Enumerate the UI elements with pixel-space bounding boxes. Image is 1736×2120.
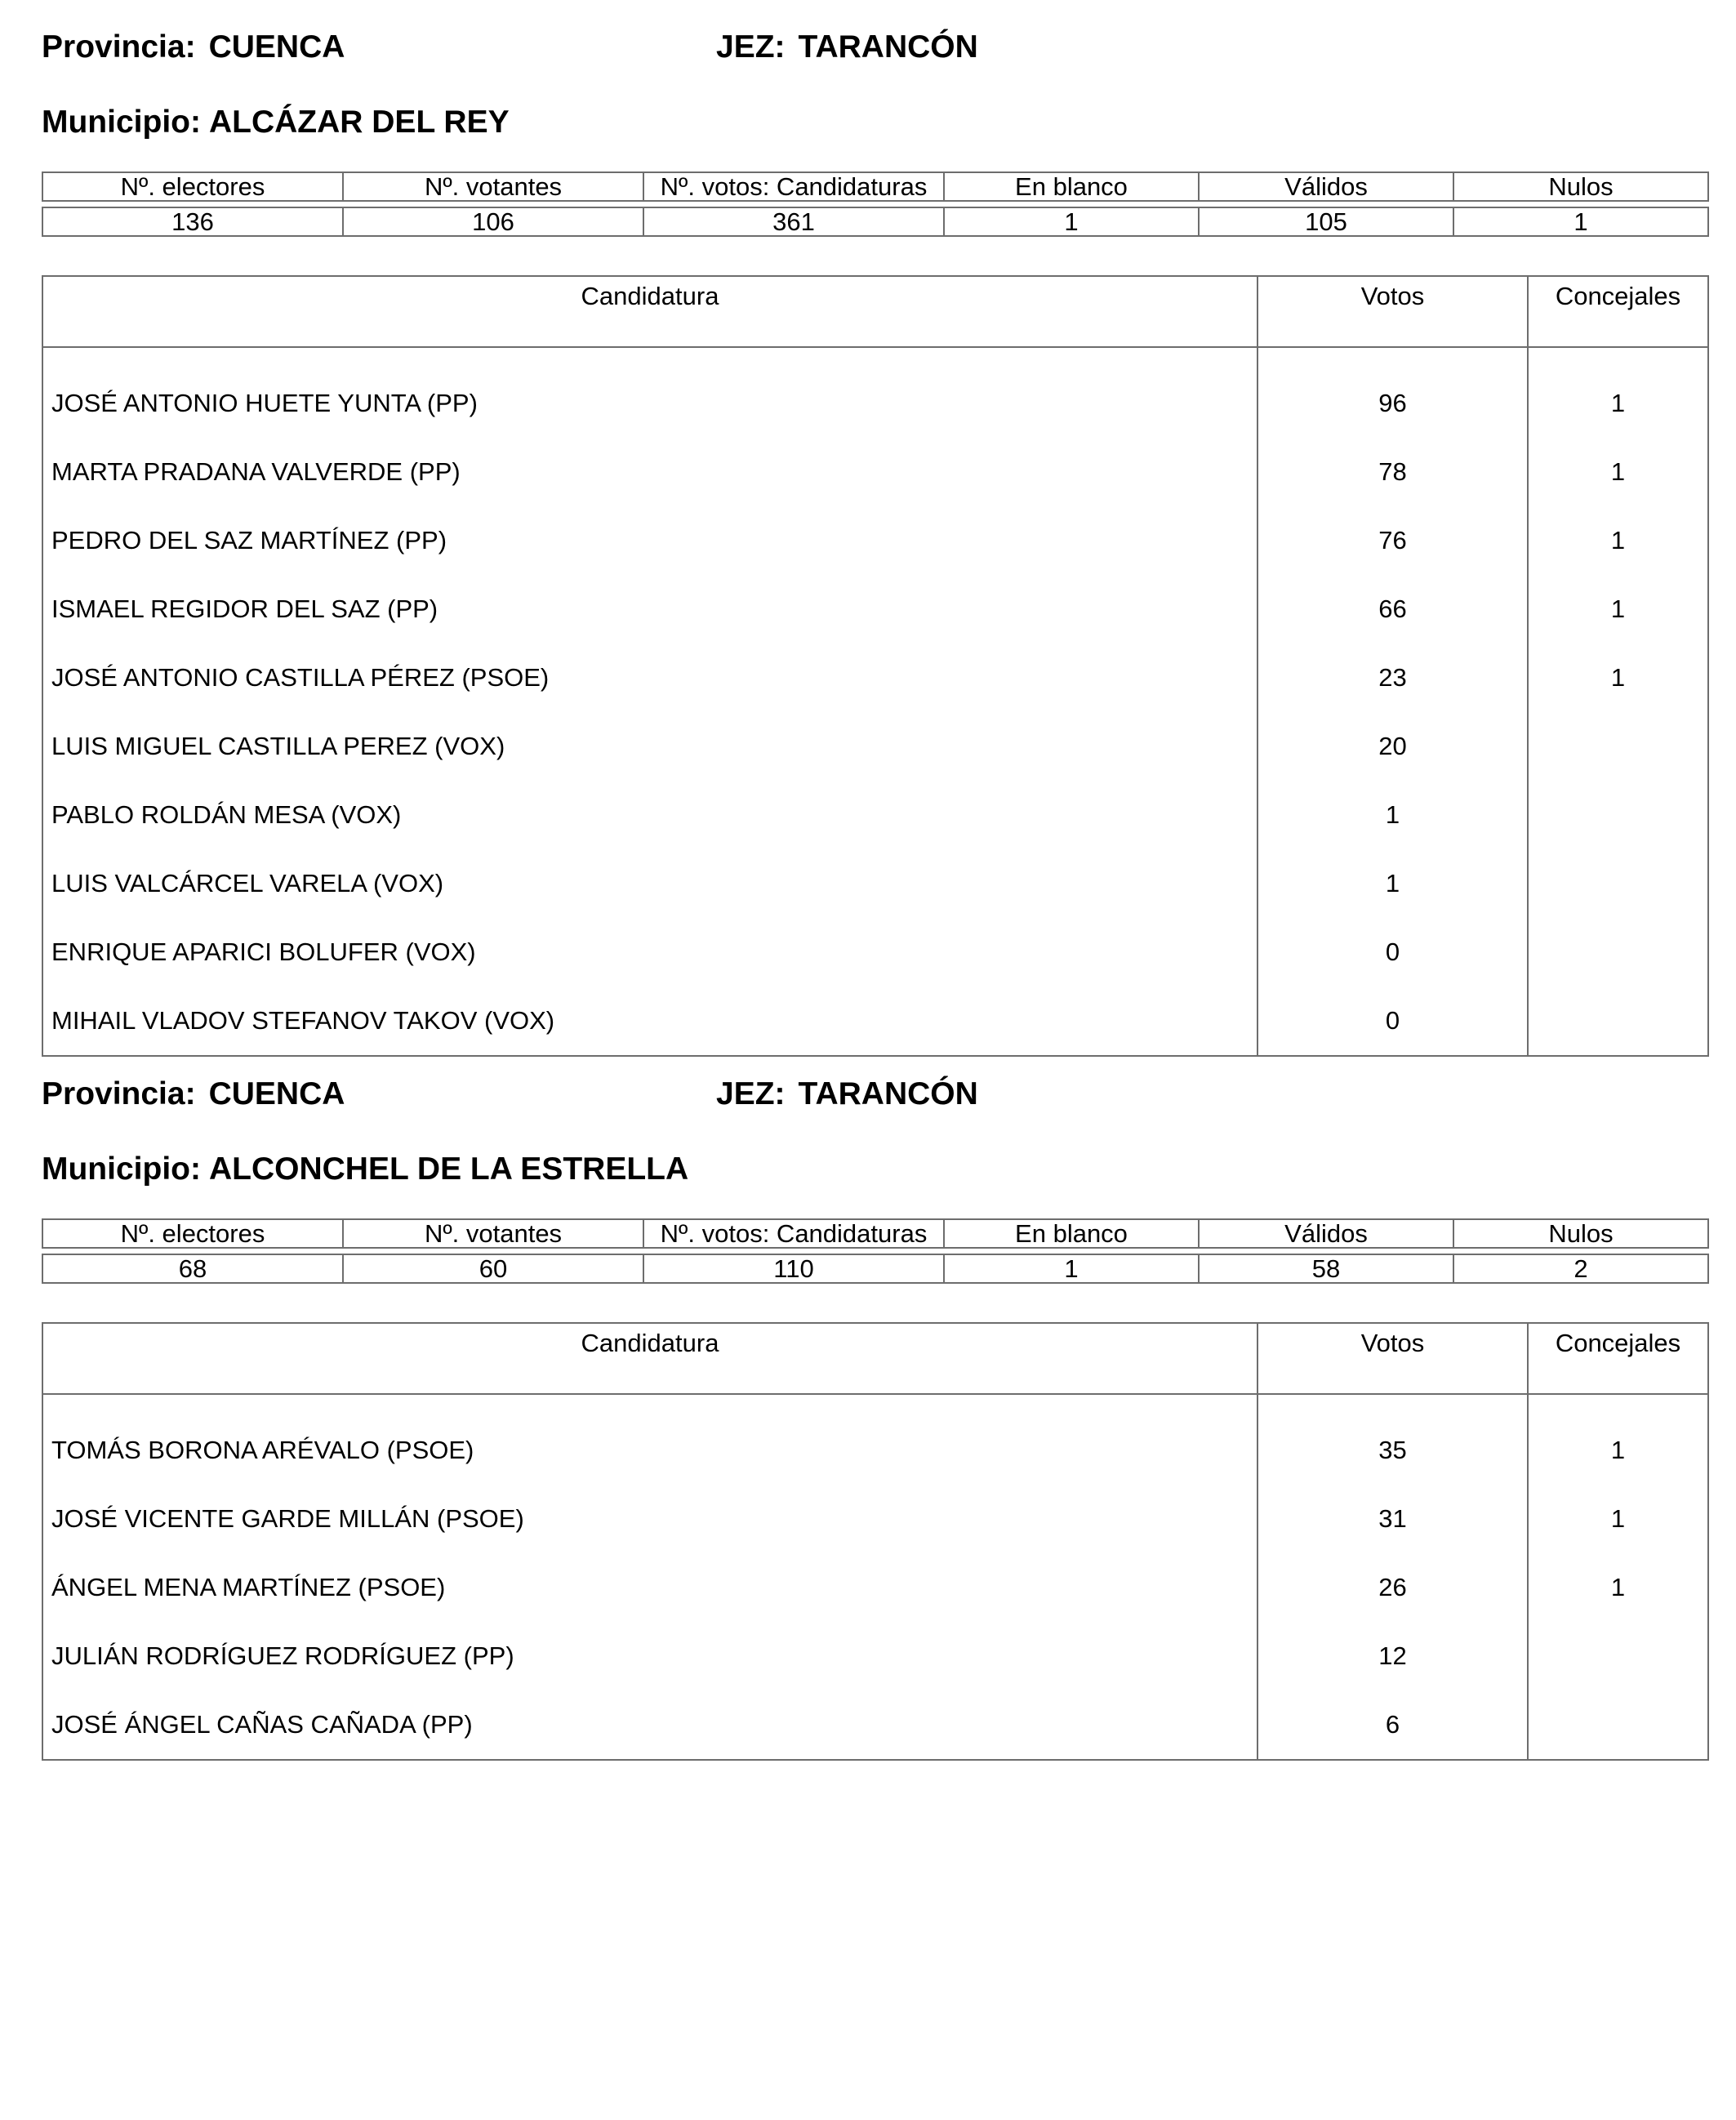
candidate-name: JOSÉ ÁNGEL CAÑAS CAÑADA (PP) [42, 1690, 1257, 1760]
provincia-value: CUENCA [208, 29, 345, 65]
candidate-votos: 20 [1257, 712, 1528, 781]
candidate-row [42, 575, 1708, 644]
candidate-row [42, 781, 1708, 849]
candidate-name: JOSÉ ANTONIO HUETE YUNTA (PP) [42, 347, 1257, 438]
header-line [42, 23, 1707, 72]
candidate-row [42, 1622, 1708, 1690]
summary-header-row [42, 172, 1708, 201]
candidate-row [42, 1553, 1708, 1622]
candidate-votos: 31 [1257, 1485, 1528, 1553]
candidate-concejales [1528, 849, 1708, 918]
candidate-concejales [1528, 1622, 1708, 1690]
candidate-votos: 12 [1257, 1622, 1528, 1690]
summary-header-cell: Nº. votos: Candidaturas [643, 172, 944, 201]
candidate-votos: 35 [1257, 1394, 1528, 1485]
municipio-section [42, 1070, 1707, 1761]
candidate-name: PEDRO DEL SAZ MARTÍNEZ (PP) [42, 506, 1257, 575]
provincia-value: CUENCA [208, 1076, 345, 1111]
header-line [42, 1070, 1707, 1119]
municipio-line [42, 98, 1707, 147]
candidate-concejales: 1 [1528, 1553, 1708, 1622]
candidate-votos: 78 [1257, 438, 1528, 506]
candidate-row [42, 438, 1708, 506]
provincia-field [42, 1070, 345, 1119]
candidate-row [42, 644, 1708, 712]
summary-value-cell: 136 [42, 207, 343, 236]
candidate-concejales: 1 [1528, 438, 1708, 506]
candidate-concejales: 1 [1528, 575, 1708, 644]
summary-value-cell: 68 [42, 1254, 343, 1283]
summary-header-row [42, 1219, 1708, 1248]
concejales-header: Concejales [1528, 1323, 1708, 1394]
candidate-votos: 76 [1257, 506, 1528, 575]
jez-label: JEZ: [716, 29, 786, 65]
candidates-header-row [42, 276, 1708, 347]
candidate-row [42, 987, 1708, 1056]
candidate-row [42, 1485, 1708, 1553]
candidate-votos: 26 [1257, 1553, 1528, 1622]
jez-label: JEZ: [716, 1076, 786, 1111]
candidate-concejales [1528, 918, 1708, 987]
municipio-label: Municipio: [42, 105, 201, 140]
candidatura-header: Candidatura [42, 276, 1257, 347]
candidate-name: LUIS MIGUEL CASTILLA PEREZ (VOX) [42, 712, 1257, 781]
summary-header-cell: Válidos [1199, 172, 1453, 201]
candidate-row [42, 918, 1708, 987]
candidate-concejales: 1 [1528, 644, 1708, 712]
candidate-votos: 0 [1257, 987, 1528, 1056]
candidates-table [42, 1322, 1709, 1761]
candidate-name: MIHAIL VLADOV STEFANOV TAKOV (VOX) [42, 987, 1257, 1056]
summary-value-row [42, 207, 1708, 236]
candidate-name: JOSÉ VICENTE GARDE MILLÁN (PSOE) [42, 1485, 1257, 1553]
candidate-concejales [1528, 987, 1708, 1056]
candidate-votos: 23 [1257, 644, 1528, 712]
candidate-concejales [1528, 712, 1708, 781]
candidate-row [42, 347, 1708, 438]
candidate-row [42, 506, 1708, 575]
candidate-votos: 66 [1257, 575, 1528, 644]
summary-value-cell: 361 [643, 207, 944, 236]
candidate-concejales: 1 [1528, 347, 1708, 438]
candidate-name: ÁNGEL MENA MARTÍNEZ (PSOE) [42, 1553, 1257, 1622]
candidate-concejales: 1 [1528, 1394, 1708, 1485]
summary-value-cell: 1 [1453, 207, 1708, 236]
summary-value-cell: 1 [944, 1254, 1199, 1283]
summary-header-cell: Nº. votos: Candidaturas [643, 1219, 944, 1248]
summary-header-cell: Nº. votantes [343, 1219, 643, 1248]
municipio-label: Municipio: [42, 1151, 201, 1187]
jez-field [716, 23, 978, 72]
candidate-votos: 1 [1257, 849, 1528, 918]
summary-header-cell: Válidos [1199, 1219, 1453, 1248]
candidate-row [42, 712, 1708, 781]
candidate-name: LUIS VALCÁRCEL VARELA (VOX) [42, 849, 1257, 918]
municipio-value: ALCÁZAR DEL REY [208, 105, 510, 140]
jez-value: TARANCÓN [798, 29, 978, 65]
jez-value: TARANCÓN [798, 1076, 978, 1111]
summary-header-cell: Nulos [1453, 1219, 1708, 1248]
provincia-label: Provincia: [42, 1076, 196, 1111]
votos-header: Votos [1257, 276, 1528, 347]
candidates-table [42, 275, 1709, 1057]
candidates-header-row [42, 1323, 1708, 1394]
candidate-votos: 0 [1257, 918, 1528, 987]
summary-header-cell: Nº. votantes [343, 172, 643, 201]
summary-value-cell: 1 [944, 207, 1199, 236]
candidate-name: ISMAEL REGIDOR DEL SAZ (PP) [42, 575, 1257, 644]
votos-header: Votos [1257, 1323, 1528, 1394]
candidate-name: ENRIQUE APARICI BOLUFER (VOX) [42, 918, 1257, 987]
summary-value-cell: 106 [343, 207, 643, 236]
municipio-section [42, 23, 1707, 1057]
summary-value-cell: 110 [643, 1254, 944, 1283]
candidate-row [42, 1690, 1708, 1760]
summary-value-cell: 60 [343, 1254, 643, 1283]
municipio-line [42, 1145, 1707, 1194]
summary-table [42, 171, 1709, 237]
summary-header-cell: Nº. electores [42, 172, 343, 201]
candidate-concejales [1528, 781, 1708, 849]
jez-field [716, 1070, 978, 1119]
candidate-name: JOSÉ ANTONIO CASTILLA PÉREZ (PSOE) [42, 644, 1257, 712]
candidate-row [42, 1394, 1708, 1485]
candidate-name: TOMÁS BORONA ARÉVALO (PSOE) [42, 1394, 1257, 1485]
candidate-votos: 1 [1257, 781, 1528, 849]
provincia-field [42, 23, 345, 72]
summary-header-cell: Nulos [1453, 172, 1708, 201]
summary-value-cell: 2 [1453, 1254, 1708, 1283]
candidate-name: JULIÁN RODRÍGUEZ RODRÍGUEZ (PP) [42, 1622, 1257, 1690]
summary-table [42, 1218, 1709, 1284]
summary-header-cell: En blanco [944, 1219, 1199, 1248]
concejales-header: Concejales [1528, 276, 1708, 347]
candidate-concejales: 1 [1528, 1485, 1708, 1553]
summary-header-cell: Nº. electores [42, 1219, 343, 1248]
summary-header-cell: En blanco [944, 172, 1199, 201]
provincia-label: Provincia: [42, 29, 196, 65]
summary-value-row [42, 1254, 1708, 1283]
summary-value-cell: 105 [1199, 207, 1453, 236]
municipio-value: ALCONCHEL DE LA ESTRELLA [208, 1151, 689, 1187]
candidatura-header: Candidatura [42, 1323, 1257, 1394]
candidate-concejales: 1 [1528, 506, 1708, 575]
candidate-concejales [1528, 1690, 1708, 1760]
summary-value-cell: 58 [1199, 1254, 1453, 1283]
candidate-name: MARTA PRADANA VALVERDE (PP) [42, 438, 1257, 506]
candidate-votos: 96 [1257, 347, 1528, 438]
candidate-name: PABLO ROLDÁN MESA (VOX) [42, 781, 1257, 849]
candidate-row [42, 849, 1708, 918]
candidate-votos: 6 [1257, 1690, 1528, 1760]
